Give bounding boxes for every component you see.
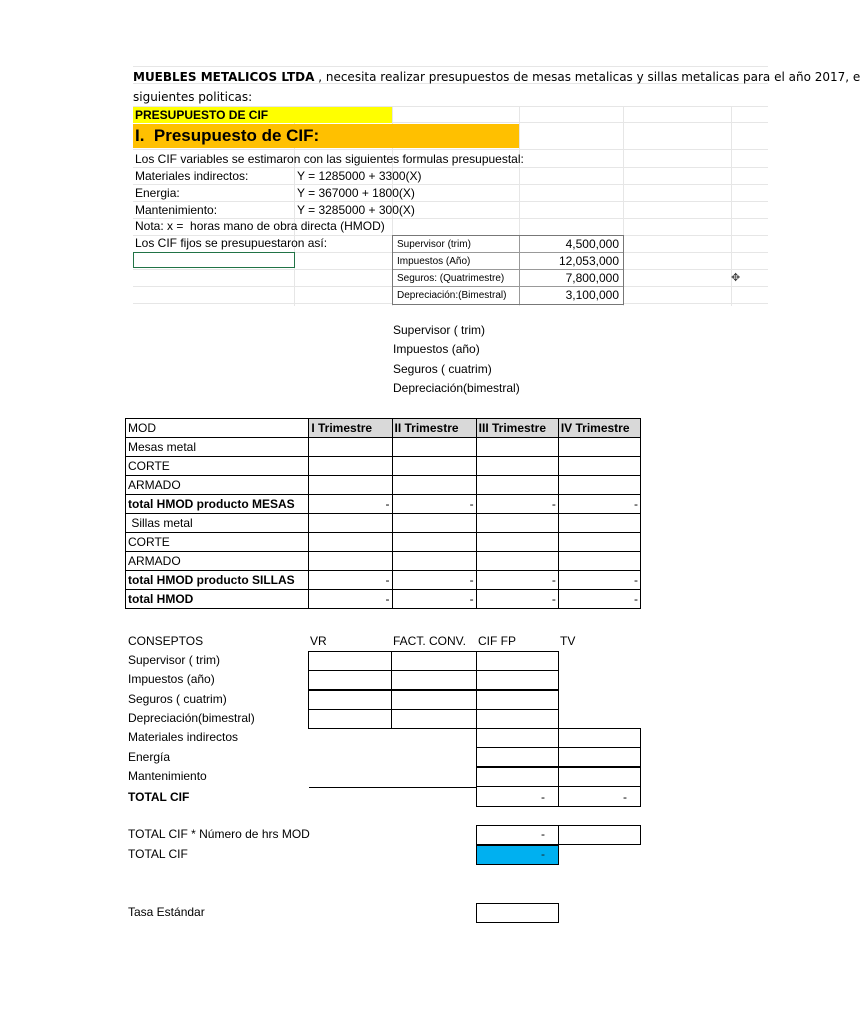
data-cell[interactable] — [392, 552, 476, 571]
formula-label-3: Mantenimiento: — [135, 203, 218, 217]
row-label: Mesas metal — [126, 438, 309, 457]
data-cell[interactable]: - — [558, 495, 640, 514]
fixed-costs-box — [392, 235, 624, 305]
data-cell[interactable] — [392, 533, 476, 552]
row-label: CORTE — [126, 533, 309, 552]
data-cell[interactable] — [476, 457, 558, 476]
tv-cell[interactable] — [558, 747, 641, 767]
fixed-list-item: Depreciación(bimestral) — [393, 381, 520, 395]
formula-label-2: Energia: — [135, 186, 180, 200]
fixed-label-3: Seguros: (Quatrimestre) — [397, 273, 505, 284]
total-tv-cell[interactable] — [558, 786, 641, 807]
selected-cell[interactable] — [133, 252, 295, 268]
tasa-estandar-cell[interactable] — [476, 903, 559, 923]
mod-header: MOD — [126, 419, 309, 438]
data-cell[interactable]: - — [392, 590, 476, 609]
hmod-note: Nota: x = horas mano de obra directa (HMOD) — [135, 219, 385, 233]
formula-2: Y = 367000 + 1800(X) — [297, 186, 415, 200]
vr-cell[interactable] — [308, 651, 392, 671]
data-cell[interactable] — [392, 514, 476, 533]
data-cell[interactable] — [558, 552, 640, 571]
cif-header-fact-conv: FACT. CONV. — [393, 634, 466, 648]
tv-cell[interactable] — [558, 767, 641, 787]
data-cell[interactable]: - — [392, 495, 476, 514]
table-row — [126, 533, 641, 552]
formula-3: Y = 3285000 + 300(X) — [297, 203, 415, 217]
row-label: Sillas metal — [126, 514, 309, 533]
fixed-value-2: 12,053,000 — [558, 254, 619, 268]
total-row — [126, 571, 641, 590]
data-cell[interactable]: - — [476, 495, 558, 514]
cif-concept-label: Depreciación(bimestral) — [128, 711, 255, 725]
cif-fp-cell[interactable] — [476, 651, 559, 671]
data-cell[interactable] — [476, 476, 558, 495]
tasa-estandar-label: Tasa Estándar — [128, 905, 205, 919]
data-cell[interactable]: - — [309, 571, 392, 590]
total-cif-label: TOTAL CIF — [128, 790, 190, 804]
company-name: MUEBLES METALICOS LTDA — [133, 70, 315, 84]
cursor-crosshair-icon: ✥ — [731, 272, 741, 284]
data-cell[interactable] — [558, 514, 640, 533]
total-cif-hours-cell[interactable] — [476, 825, 559, 845]
data-cell[interactable] — [558, 457, 640, 476]
intro-text-2: siguientes politicas: — [133, 90, 253, 104]
total-line — [309, 787, 477, 788]
data-cell[interactable]: - — [392, 571, 476, 590]
total-cif-highlight-cell[interactable] — [476, 845, 559, 865]
table-row — [126, 514, 641, 533]
data-cell[interactable] — [309, 438, 392, 457]
cif-header-vr: VR — [310, 634, 327, 648]
data-cell[interactable] — [309, 457, 392, 476]
fixed-label-4: Depreciación:(Bimestral) — [397, 290, 507, 301]
table-row — [126, 552, 641, 571]
cif-concept-label: Seguros ( cuatrim) — [128, 692, 227, 706]
formula-1: Y = 1285000 + 3300(X) — [297, 169, 422, 183]
mod-table — [125, 418, 641, 609]
data-cell[interactable] — [476, 514, 558, 533]
variable-intro: Los CIF variables se estimaron con las siguientes formulas presupuestal: — [135, 152, 524, 166]
table-row — [126, 476, 641, 495]
vr-cell[interactable] — [308, 690, 392, 710]
data-cell[interactable] — [558, 476, 640, 495]
cif-concept-label: Materiales indirectos — [128, 730, 239, 744]
row-label: ARMADO — [126, 552, 309, 571]
yellow-title: PRESUPUESTO DE CIF — [135, 108, 269, 122]
fixed-list-item: Supervisor ( trim) — [393, 323, 486, 337]
table-row — [126, 457, 641, 476]
total-cif-value: - — [541, 847, 545, 861]
data-cell[interactable] — [392, 476, 476, 495]
quarter-header: II Trimestre — [392, 419, 476, 438]
total-cif-hours-tv-cell[interactable] — [558, 825, 641, 845]
cif-concept-label: Energía — [128, 750, 171, 764]
data-cell[interactable] — [309, 476, 392, 495]
data-cell[interactable]: - — [558, 590, 640, 609]
quarter-header: III Trimestre — [476, 419, 558, 438]
quarter-header: I Trimestre — [309, 419, 392, 438]
row-label: CORTE — [126, 457, 309, 476]
fixed-intro: Los CIF fijos se presupuestaron así: — [135, 236, 328, 250]
fact-conv-cell[interactable] — [391, 651, 477, 671]
fixed-label-1: Supervisor (trim) — [397, 239, 471, 250]
data-cell[interactable] — [558, 533, 640, 552]
total-cif-label-2: TOTAL CIF — [128, 847, 188, 861]
fixed-label-2: Impuestos (Año) — [397, 256, 471, 267]
data-cell[interactable]: - — [476, 571, 558, 590]
row-label: total HMOD — [126, 590, 309, 609]
data-cell[interactable] — [309, 514, 392, 533]
fact-conv-cell[interactable] — [391, 690, 477, 710]
data-cell[interactable] — [558, 438, 640, 457]
fact-conv-cell[interactable] — [391, 709, 477, 729]
data-cell[interactable] — [309, 552, 392, 571]
data-cell[interactable] — [476, 438, 558, 457]
tv-cell[interactable] — [558, 728, 641, 748]
cif-header-tv: TV — [560, 634, 576, 648]
fixed-value-1: 4,500,000 — [565, 237, 619, 251]
embedded-spreadsheet-image — [133, 66, 860, 306]
cif-fp-cell[interactable] — [476, 670, 559, 690]
total-cif-hours-label: TOTAL CIF * Número de hrs MOD — [128, 827, 310, 841]
fixed-value-3: 7,800,000 — [565, 271, 619, 285]
data-cell[interactable] — [476, 533, 558, 552]
row-label: total HMOD producto SILLAS — [126, 571, 309, 590]
orange-title: I. Presupuesto de CIF: — [135, 126, 320, 145]
fact-conv-cell[interactable] — [391, 670, 477, 690]
cif-concept-label: Supervisor ( trim) — [128, 653, 221, 667]
row-label: total HMOD producto MESAS — [126, 495, 309, 514]
cif-fp-cell[interactable] — [476, 709, 559, 729]
total-cif-fp-cell[interactable] — [476, 786, 559, 807]
cif-fp-cell[interactable] — [476, 767, 559, 787]
total-cif-fp-value: - — [541, 790, 545, 804]
cif-fp-cell[interactable] — [476, 690, 559, 710]
row-label: ARMADO — [126, 476, 309, 495]
fixed-list-item: Impuestos (año) — [393, 342, 480, 356]
cif-fp-cell[interactable] — [476, 728, 559, 748]
table-row — [126, 438, 641, 457]
data-cell[interactable]: - — [558, 571, 640, 590]
vr-cell[interactable] — [308, 670, 392, 690]
total-tv-value: - — [623, 790, 627, 804]
intro-text: , necesita realizar presupuestos de mesas metalicas y sillas metalicas para el año 2017, e — [314, 70, 860, 84]
fixed-value-4: 3,100,000 — [565, 288, 619, 302]
data-cell[interactable]: - — [309, 590, 392, 609]
mod-header-row — [126, 419, 641, 438]
cif-concept-label: Mantenimiento — [128, 769, 207, 783]
vr-cell[interactable] — [308, 709, 392, 729]
quarter-header: IV Trimestre — [558, 419, 640, 438]
total-row — [126, 495, 641, 514]
data-cell[interactable] — [476, 552, 558, 571]
data-cell[interactable] — [392, 457, 476, 476]
data-cell[interactable]: - — [309, 495, 392, 514]
cif-concept-label: Impuestos (año) — [128, 672, 215, 686]
fixed-list-item: Seguros ( cuatrim) — [393, 362, 492, 376]
data-cell[interactable] — [392, 438, 476, 457]
cif-fp-cell[interactable] — [476, 747, 559, 767]
formula-label-1: Materiales indirectos: — [135, 169, 249, 183]
cif-header-conceptos: CONSEPTOS — [128, 634, 204, 648]
data-cell[interactable]: - — [476, 590, 558, 609]
total-row — [126, 590, 641, 609]
cif-header-cif-fp: CIF FP — [478, 634, 516, 648]
total-cif-hours-value: - — [541, 827, 545, 841]
data-cell[interactable] — [309, 533, 392, 552]
